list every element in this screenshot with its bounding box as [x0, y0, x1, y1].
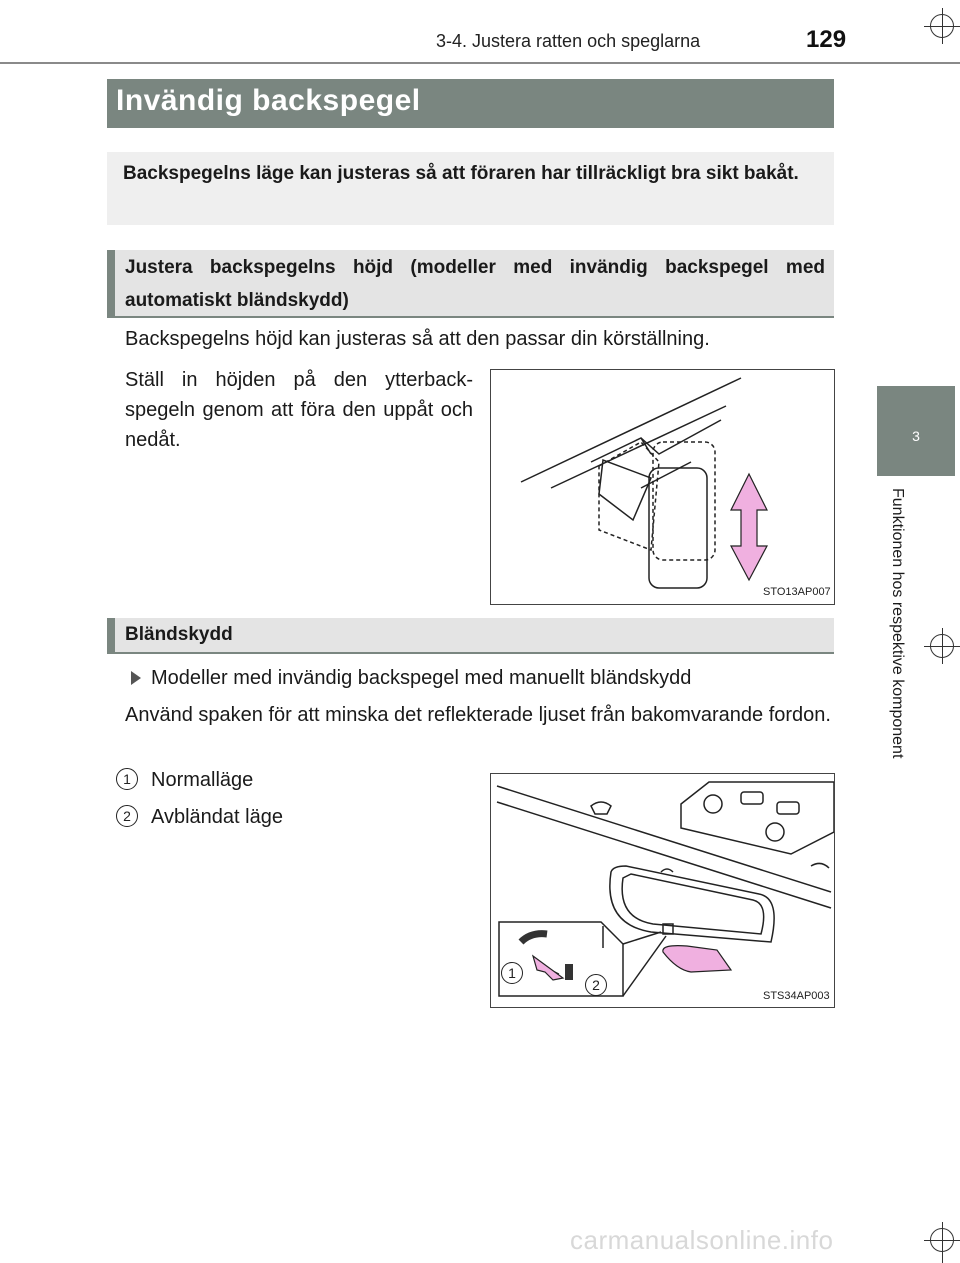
switch-arrow-icon [533, 956, 563, 980]
section1-text1: Backspegelns höjd kan justeras så att den passar din körställning. [125, 328, 710, 350]
flip-arrow-icon [663, 946, 731, 972]
figure-code: STO13AP007 [763, 586, 831, 598]
section1-text2: Ställ in höjden på den ytterbackspegeln genom att föra den uppåt och nedåt. [125, 369, 473, 451]
header-rule [0, 62, 960, 64]
chapter-number: 3 [912, 428, 920, 444]
chapter-title: Funktionen hos respektive komponent [889, 488, 906, 759]
intro-text: Backspegelns läge kan justeras så att föraren har tillräckligt bra sikt bakåt. [123, 163, 799, 184]
item-label-1: Normalläge [151, 769, 254, 791]
bullet-triangle-icon [131, 671, 141, 685]
page-number: 129 [806, 26, 847, 53]
anti-glare-illustration [491, 774, 834, 1007]
section-title: 3-4. Justera ratten och speglarna [436, 31, 701, 51]
section2-heading: Bländskydd [125, 624, 233, 645]
page-title: Invändig backspegel [116, 84, 421, 117]
figure-code: STS34AP003 [763, 990, 830, 1002]
section2-bullet: Modeller med invändig backspegel med manuellt bländskydd [151, 667, 692, 689]
up-down-arrow-icon [731, 474, 767, 580]
crop-mark-top-right [924, 8, 960, 44]
figure-anti-glare-lever [490, 773, 835, 1008]
crop-mark-middle-right [924, 628, 960, 664]
figure-callout-2: 2 [585, 974, 607, 996]
section1-heading: Justera backspegelns höjd (modeller med invändig backspegel med automatiskt bländskydd) [125, 257, 825, 311]
item-label-2: Avbländat läge [151, 806, 283, 828]
watermark: carmanualsonline.info [570, 1225, 834, 1255]
item-number-1: 1 [116, 768, 138, 790]
mirror-height-illustration [491, 370, 834, 604]
chapter-title-vertical [882, 488, 912, 818]
figure-mirror-height [490, 369, 835, 605]
figure-callout-1: 1 [501, 962, 523, 984]
item-number-2: 2 [116, 805, 138, 827]
crop-mark-bottom-right [924, 1222, 960, 1263]
section2-text: Använd spaken för att minska det reflekterade ljuset från bakomvarande fordon. [125, 704, 831, 726]
